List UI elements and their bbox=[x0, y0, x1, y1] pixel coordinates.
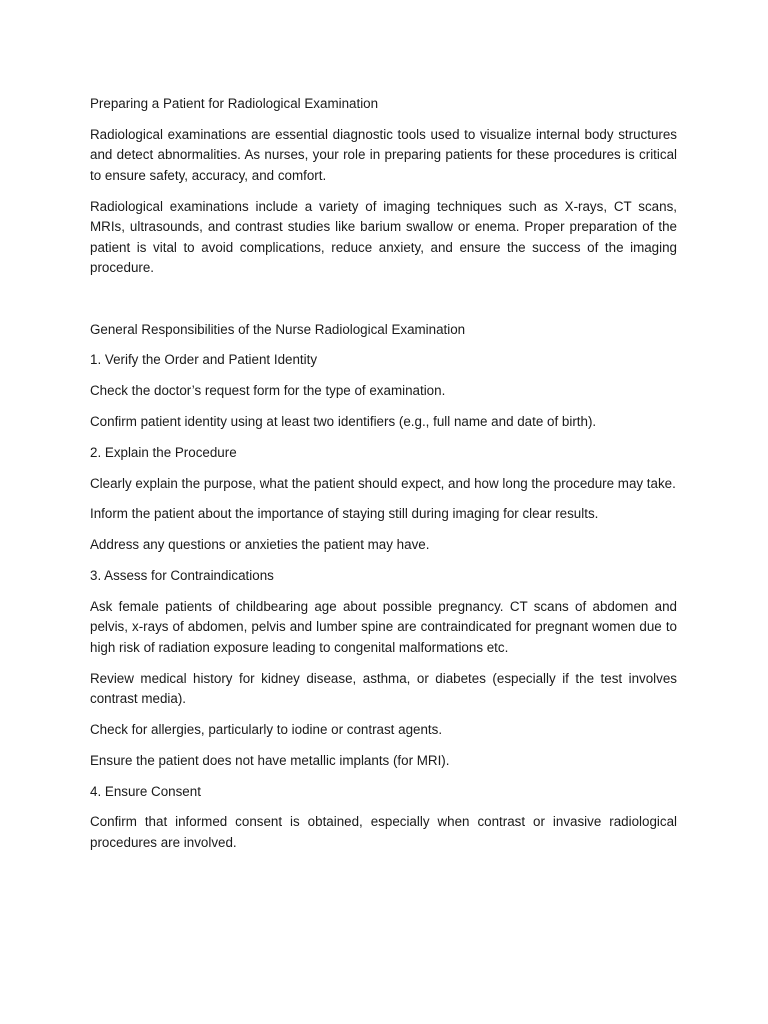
step-heading-4: 4. Ensure Consent bbox=[90, 783, 201, 799]
step-3-paragraph-2: Review medical history for kidney disease, asthma, or diabetes (especially if the test involves contrast media). bbox=[90, 670, 677, 707]
step-4-paragraph-1: Confirm that informed consent is obtained, especially when contrast or invasive radiological procedures are involved. bbox=[90, 814, 677, 850]
step-2-paragraph-2: Inform the patient about the importance of staying still during imaging for clear results. bbox=[90, 506, 599, 522]
document-title: Preparing a Patient for Radiological Examination bbox=[90, 96, 379, 111]
step-2-paragraph-3: Address any questions or anxieties the patient may have. bbox=[90, 537, 430, 553]
intro-paragraph-2: Radiological examinations include a variety of imaging techniques such as X-rays, CT scans, MRIs, ultrasounds, and contrast studies like barium swallow or enema. Proper preparation of the patient is vital to avoid complications, reduce anxiety, and ensure the success of the imaging procedure. bbox=[90, 198, 677, 276]
section-spacer bbox=[90, 289, 677, 320]
document-page bbox=[90, 94, 677, 864]
step-heading-1: 1. Verify the Order and Patient Identity bbox=[90, 352, 318, 368]
section-heading: General Responsibilities of the Nurse Radiological Examination bbox=[90, 321, 466, 337]
step-3-paragraph-1: Ask female patients of childbearing age about possible pregnancy. CT scans of abdomen and pelvis, x-rays of abdomen, pelvis and lumber spine are contraindicated for pregnant women due to high risk of radiation exposure leading to congenital malformations etc. bbox=[90, 598, 677, 655]
step-heading-3: 3. Assess for Contraindications bbox=[90, 568, 274, 584]
step-1-paragraph-1: Check the doctor’s request form for the type of examination. bbox=[90, 383, 446, 399]
step-3-paragraph-3: Check for allergies, particularly to iodine or contrast agents. bbox=[90, 721, 443, 737]
step-heading-2: 2. Explain the Procedure bbox=[90, 444, 237, 460]
step-3-paragraph-4: Ensure the patient does not have metallic implants (for MRI). bbox=[90, 752, 450, 768]
step-1-paragraph-2: Confirm patient identity using at least two identifiers (e.g., full name and date of birth). bbox=[90, 414, 597, 430]
step-2-paragraph-1: Clearly explain the purpose, what the patient should expect, and how long the procedure may take. bbox=[90, 475, 676, 491]
intro-paragraph-1: Radiological examinations are essential diagnostic tools used to visualize internal body structures and detect abnormalities. As nurses, your role in preparing patients for these procedures is critical to ensure safety, accuracy, and comfort. bbox=[90, 126, 677, 183]
